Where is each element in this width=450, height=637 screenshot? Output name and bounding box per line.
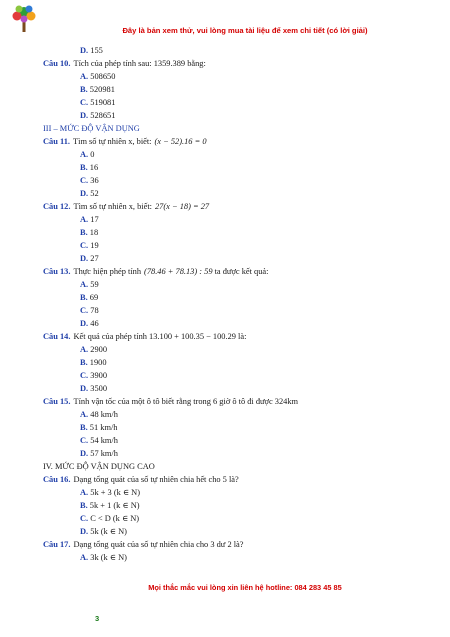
answer-option [43,161,443,174]
option-text: 27 [90,254,99,263]
question-line [43,395,443,408]
option-label: D. [80,254,89,263]
answer-option [43,551,443,564]
section-title: III – MỨC ĐỘ VẬN DỤNG [43,124,140,133]
answer-option [43,109,443,122]
option-label: C. [80,306,89,315]
option-label: B. [80,163,88,172]
question-line [43,473,443,486]
question-text: Tính vận tốc của một ô tô biết rằng trong 6 giờ ô tô đi được 324km [73,397,299,406]
option-label: D. [80,111,89,120]
question-math: 27(x − 18) = 27 [154,202,210,211]
question-line [43,200,443,213]
option-label: D. [80,46,89,55]
question-label: Câu 15. [43,397,71,406]
option-label: B. [80,501,88,510]
hotline-notice: Mọi thắc mắc vui lòng xin liên hệ hotline: 084 283 45 85 [148,583,342,592]
answer-option [43,486,443,499]
question-text: Tích của phép tính sau: 1359.389 bằng: [73,59,206,68]
answer-option [43,291,443,304]
question-list [43,44,443,564]
answer-option [43,278,443,291]
answer-option [43,44,443,57]
question-label: Câu 17. [43,540,71,549]
option-text: 16 [89,163,99,172]
option-text: 520981 [89,85,115,94]
option-label: B. [80,358,88,367]
option-text: 519081 [90,98,116,107]
answer-option [43,304,443,317]
option-text: 54 km/h [90,436,118,445]
option-text: 18 [89,228,99,237]
option-label: C. [80,436,89,445]
option-label: B. [80,228,88,237]
page-number: 3 [95,614,100,623]
option-text: 17 [90,215,99,224]
option-label: A. [80,150,89,159]
question-line [43,135,443,148]
answer-option [43,369,443,382]
section-heading [43,460,443,473]
answer-option [43,499,443,512]
answer-option [43,252,443,265]
answer-option [43,239,443,252]
option-text: 51 km/h [89,423,118,432]
option-label: A. [80,72,89,81]
option-label: D. [80,449,89,458]
answer-option [43,148,443,161]
section-title: IV. MỨC ĐỘ VẬN DỤNG CAO [43,462,155,471]
option-label: C. [80,241,89,250]
question-label: Câu 13. [43,267,71,276]
option-text: 78 [90,306,99,315]
preview-notice: Đây là bản xem thử, vui lòng mua tài liệu để xem chi tiết (có lời giải) [122,26,368,35]
question-line [43,57,443,70]
answer-option [43,421,443,434]
answer-option [43,317,443,330]
answer-option [43,356,443,369]
question-text: Tìm số tự nhiên x, biết: [73,137,152,146]
question-text: Kết quả của phép tính 13.100 + 100.35 − 100.29 là: [73,332,247,341]
option-text: 5k + 3 (k ∈ N) [90,488,141,497]
answer-option [43,226,443,239]
option-text: 3k (k ∈ N) [90,553,127,562]
option-text: 46 [90,319,99,328]
option-text: 3900 [90,371,107,380]
question-text: Thực hiện phép tính [73,267,142,276]
answer-option [43,447,443,460]
answer-option [43,408,443,421]
option-text: 5k + 1 (k ∈ N) [89,501,140,510]
option-text: 52 [90,189,99,198]
option-text: 69 [89,293,99,302]
answer-option [43,83,443,96]
answer-option [43,382,443,395]
option-label: C. [80,98,89,107]
answer-option [43,96,443,109]
option-text: C < D (k ∈ N) [90,514,140,523]
option-label: D. [80,189,89,198]
option-text: 59 [90,280,99,289]
option-label: D. [80,527,89,536]
answer-option [43,174,443,187]
option-label: D. [80,384,89,393]
option-label: B. [80,85,88,94]
option-label: C. [80,371,89,380]
answer-option [43,70,443,83]
option-text: 57 km/h [90,449,118,458]
question-line [43,265,443,278]
option-text: 48 km/h [90,410,118,419]
option-label: A. [80,553,89,562]
answer-option [43,213,443,226]
answer-option [43,434,443,447]
option-text: 2900 [90,345,107,354]
option-label: A. [80,280,89,289]
question-label: Câu 11. [43,137,70,146]
option-text: 528651 [90,111,116,120]
option-label: C. [80,514,89,523]
option-label: A. [80,410,89,419]
question-label: Câu 10. [43,59,71,68]
option-label: B. [80,423,88,432]
option-label: A. [80,345,89,354]
question-text-after: ta được kết quả: [214,267,269,276]
question-text: Dạng tổng quát của số tự nhiên chia hết cho 5 là? [73,475,239,484]
option-text: 508650 [90,72,116,81]
option-text: 155 [90,46,103,55]
option-text: 1900 [89,358,107,367]
question-text: Dạng tổng quát của số tự nhiên chia cho 3 dư 2 là? [73,540,244,549]
question-label: Câu 12. [43,202,71,211]
question-line [43,538,443,551]
option-text: 0 [90,150,95,159]
question-text: Tìm số tự nhiên x, biết: [73,202,152,211]
answer-option [43,525,443,538]
option-label: D. [80,319,89,328]
option-label: C. [80,176,89,185]
option-label: A. [80,215,89,224]
answer-option [43,512,443,525]
question-label: Câu 14. [43,332,71,341]
section-heading [43,122,443,135]
question-line [43,330,443,343]
option-label: B. [80,293,88,302]
option-text: 5k (k ∈ N) [90,527,127,536]
question-math: (78.46 + 78.13) : 59 [144,267,213,276]
question-label: Câu 16. [43,475,71,484]
option-text: 3500 [90,384,107,393]
answer-option [43,187,443,200]
option-label: A. [80,488,89,497]
question-math: (x − 52).16 = 0 [154,137,207,146]
answer-option [43,343,443,356]
option-text: 19 [90,241,99,250]
option-text: 36 [90,176,99,185]
